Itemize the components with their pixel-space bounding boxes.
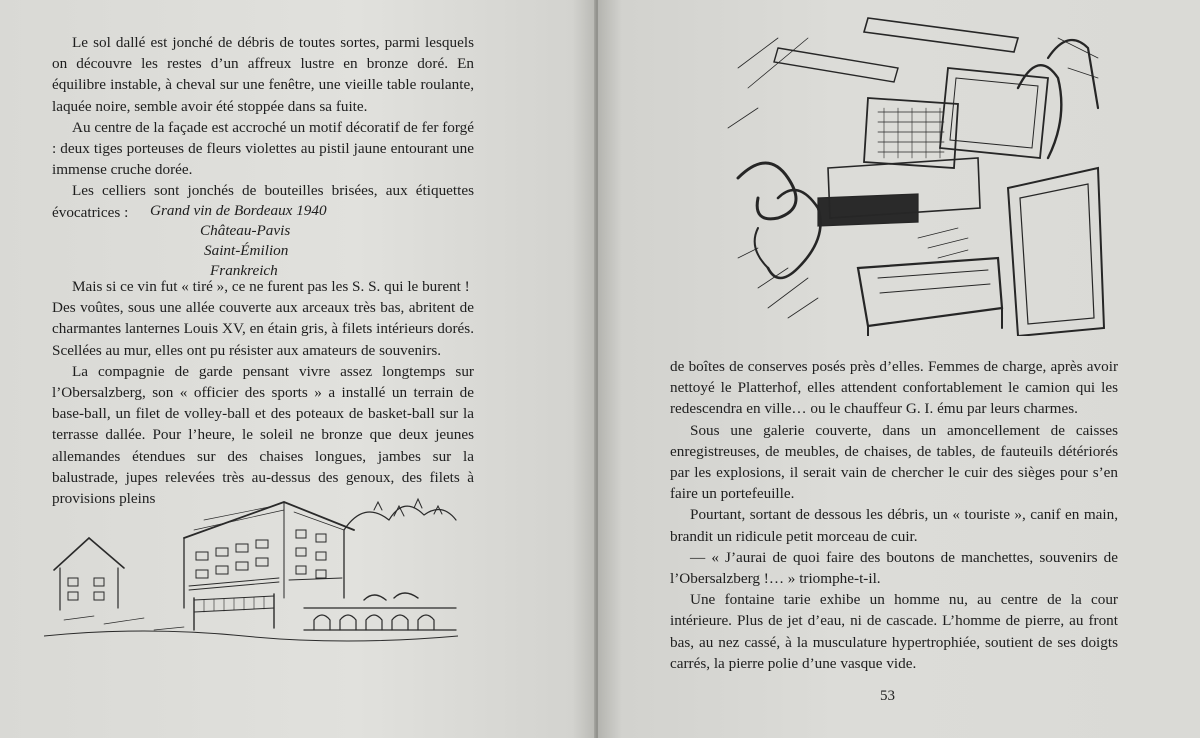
paragraph: Au centre de la façade est accroché un motif décoratif de fer forgé : deux tiges porteuses de fleurs violettes au pistil jaune entourant une immense cruche dorée. [52, 118, 474, 179]
debris-illustration [718, 8, 1110, 336]
wine-label-line: Château-Pavis [200, 222, 291, 239]
hotel-courtyard-illustration [44, 490, 458, 642]
paragraph: La compagnie de garde pensant vivre assez longtemps sur l’Obersalzberg, son « officier des sports » a installé un terrain de base-ball, un filet de volley-ball et des poteaux de basket-ball sur la terrasse dallée. Pour l’heure, le soleil ne bronze que deux jeunes allemandes étendues sur des chaises longues, jambes sur la balustrade, jupes relevées très au-dessus des genoux, des filets à provisions pleins [52, 362, 474, 508]
wine-label-quote [150, 201, 410, 281]
paragraph: de boîtes de conserves posés près d’elles. Femmes de charge, après avoir nettoyé le Platterhof, elles attendent confortablement le camion qui les redescendra en ville… ou le chauffeur G. I. ému par leurs charmes. [670, 358, 1118, 418]
paragraph: Une fontaine tarie exhibe un homme nu, au centre de la cour intérieure. Plus de jet d’eau, ni de cascade. L’homme de pierre, au front bas, au nez cassé, à la musculature hypertrophiée, soutient de ses doigts carrés, la pierre polie d’une vasque vide. [670, 591, 1118, 672]
wine-label-line: Grand vin de Bordeaux 1940 [150, 202, 327, 219]
right-page [598, 0, 1200, 738]
left-text-bottom [52, 276, 474, 509]
paragraph: Des voûtes, sous une allée couverte aux arceaux très bas, abritent de charmantes lanternes Louis XV, en étain gris, à filets intérieurs dorés. Scellées au mur, elles ont pu résister aux amateurs de souvenirs. [52, 299, 474, 359]
paragraph: Sous une galerie couverte, dans un amoncellement de caisses enregistreuses, de meubles, de chaises, de tables, de fauteuils détériorés par les explosions, il serait vain de chercher le cuir des sièges pour s’en faire un portefeuille. [670, 421, 1118, 503]
paragraph: Les celliers sont jonchés de bouteilles brisées, aux étiquettes évocatrices : [52, 182, 474, 221]
paragraph: Mais si ce vin fut « tiré », ce ne furent pas les S. S. qui le burent ! [72, 278, 470, 295]
left-text-top [52, 32, 474, 223]
paragraph: Le sol dallé est jonché de débris de toutes sortes, parmi lesquels on découvre les restes d’un affreux lustre en bronze doré. En équilibre instable, à cheval sur une fenêtre, une vieille table roulante, laquée noire, semble avoir été stoppée dans sa fuite. [52, 34, 474, 115]
paragraph: Pourtant, sortant de dessous les débris, un « touriste », canif en main, brandit un ridicule petit morceau de cuir. [670, 506, 1118, 545]
page-number: 53 [880, 688, 895, 704]
paragraph: — « J’aurai de quoi faire des boutons de manchettes, souvenirs de l’Obersalzberg !… » triomphe-t-il. [670, 548, 1118, 588]
right-text [670, 356, 1118, 674]
wine-label-line: Saint-Émilion [204, 242, 289, 259]
left-page [0, 0, 596, 738]
wine-label-line: Frankreich [210, 262, 278, 279]
